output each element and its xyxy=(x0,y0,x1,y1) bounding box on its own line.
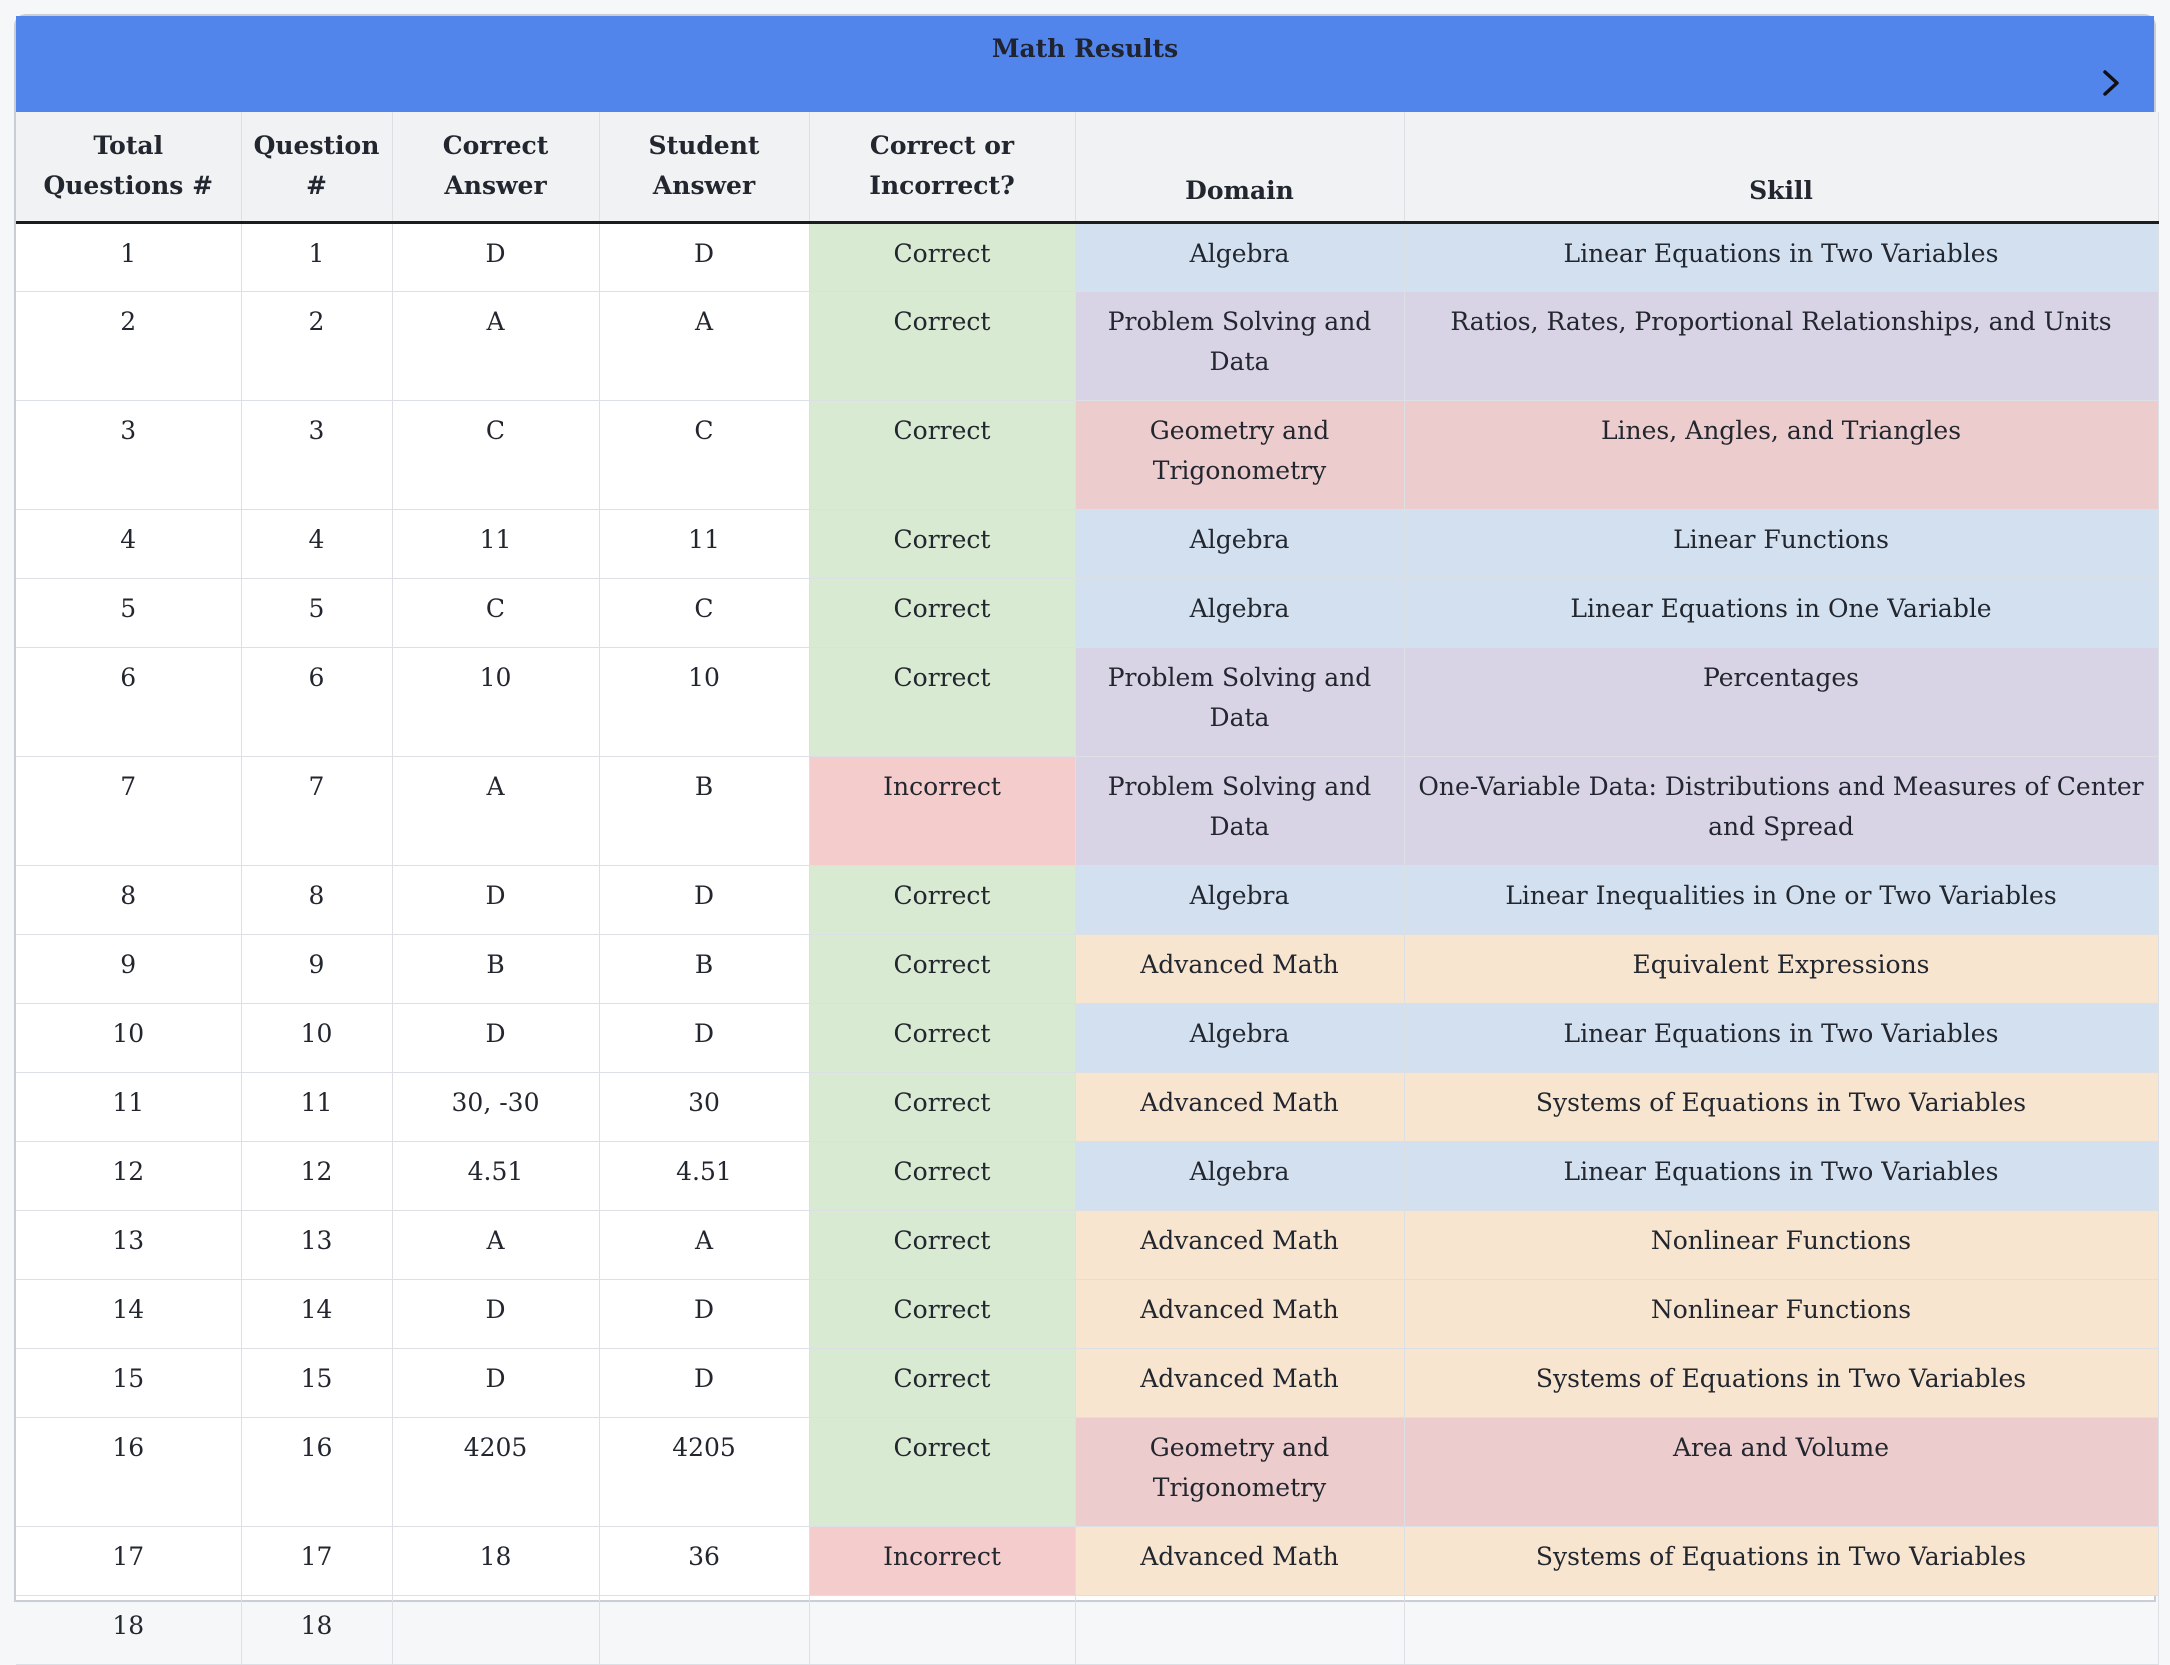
cell-total-questions: 3 xyxy=(16,400,241,509)
cell-skill: Area and Volume xyxy=(1404,1417,2158,1526)
cell-result: Correct xyxy=(809,1003,1075,1072)
cell-result: Correct xyxy=(809,291,1075,400)
cell-skill: Systems of Equations in Two Variables xyxy=(1404,1526,2158,1595)
cell-total-questions: 10 xyxy=(16,1003,241,1072)
cell-skill: Linear Equations in Two Variables xyxy=(1404,1003,2158,1072)
cell-domain: Algebra xyxy=(1075,509,1404,578)
cell-skill: Nonlinear Functions xyxy=(1404,1279,2158,1348)
results-panel xyxy=(14,14,2156,1640)
cell-domain: Advanced Math xyxy=(1075,1526,1404,1595)
cell-total-questions: 12 xyxy=(16,1141,241,1210)
cell-domain: Problem Solving and Data xyxy=(1075,756,1404,865)
cell-result: Correct xyxy=(809,400,1075,509)
cell-result: Correct xyxy=(809,647,1075,756)
cell-skill: One-Variable Data: Distributions and Measures of Center and Spread xyxy=(1404,756,2158,865)
cell-student-answer: 10 xyxy=(599,647,809,756)
cell-result: Correct xyxy=(809,934,1075,1003)
next-button[interactable] xyxy=(2094,66,2128,100)
column-header-result[interactable]: Correct or Incorrect? xyxy=(809,112,1075,222)
cell-result: Correct xyxy=(809,1348,1075,1417)
table-body xyxy=(16,222,2158,1664)
cell-student-answer: B xyxy=(599,756,809,865)
cell-student-answer: B xyxy=(599,934,809,1003)
table-row[interactable] xyxy=(16,1141,2158,1210)
cell-result: Correct xyxy=(809,1141,1075,1210)
cell-correct-answer: C xyxy=(392,578,599,647)
table-row[interactable] xyxy=(16,222,2158,291)
cell-correct-answer: A xyxy=(392,1210,599,1279)
cell-question-number: 16 xyxy=(241,1417,392,1526)
cell-skill: Percentages xyxy=(1404,647,2158,756)
cell-domain: Algebra xyxy=(1075,865,1404,934)
cell-domain xyxy=(1075,1595,1404,1664)
cell-student-answer: 4.51 xyxy=(599,1141,809,1210)
panel-title: Math Results xyxy=(991,34,1179,63)
cell-question-number: 12 xyxy=(241,1141,392,1210)
cell-question-number: 5 xyxy=(241,578,392,647)
table-row[interactable] xyxy=(16,1072,2158,1141)
cell-question-number: 3 xyxy=(241,400,392,509)
cell-student-answer: C xyxy=(599,400,809,509)
cell-domain: Algebra xyxy=(1075,222,1404,291)
cell-correct-answer: D xyxy=(392,1279,599,1348)
cell-total-questions: 4 xyxy=(16,509,241,578)
cell-question-number: 9 xyxy=(241,934,392,1003)
chevron-right-icon xyxy=(2100,69,2122,97)
cell-total-questions: 16 xyxy=(16,1417,241,1526)
table-row[interactable] xyxy=(16,291,2158,400)
cell-total-questions: 15 xyxy=(16,1348,241,1417)
column-header-student-answer[interactable]: Student Answer xyxy=(599,112,809,222)
cell-correct-answer: A xyxy=(392,756,599,865)
cell-total-questions: 6 xyxy=(16,647,241,756)
cell-student-answer: 11 xyxy=(599,509,809,578)
cell-skill: Systems of Equations in Two Variables xyxy=(1404,1072,2158,1141)
cell-total-questions: 8 xyxy=(16,865,241,934)
cell-student-answer: D xyxy=(599,1279,809,1348)
table-row[interactable] xyxy=(16,578,2158,647)
column-header-skill[interactable]: Skill xyxy=(1404,112,2158,222)
cell-student-answer: A xyxy=(599,291,809,400)
cell-domain: Problem Solving and Data xyxy=(1075,291,1404,400)
cell-result: Correct xyxy=(809,1417,1075,1526)
cell-correct-answer: B xyxy=(392,934,599,1003)
cell-domain: Advanced Math xyxy=(1075,934,1404,1003)
cell-result: Correct xyxy=(809,865,1075,934)
cell-question-number: 8 xyxy=(241,865,392,934)
cell-correct-answer xyxy=(392,1595,599,1664)
cell-correct-answer: D xyxy=(392,1003,599,1072)
cell-student-answer: C xyxy=(599,578,809,647)
cell-result: Correct xyxy=(809,222,1075,291)
table-row[interactable] xyxy=(16,647,2158,756)
column-header-domain[interactable]: Domain xyxy=(1075,112,1404,222)
title-bar xyxy=(16,16,2154,112)
cell-student-answer: A xyxy=(599,1210,809,1279)
cell-domain: Advanced Math xyxy=(1075,1072,1404,1141)
cell-result: Correct xyxy=(809,1279,1075,1348)
cell-student-answer: D xyxy=(599,222,809,291)
cell-domain: Advanced Math xyxy=(1075,1210,1404,1279)
cell-total-questions: 7 xyxy=(16,756,241,865)
cell-result xyxy=(809,1595,1075,1664)
cell-correct-answer: 11 xyxy=(392,509,599,578)
cell-question-number: 13 xyxy=(241,1210,392,1279)
cell-skill: Linear Equations in Two Variables xyxy=(1404,1141,2158,1210)
cell-skill: Ratios, Rates, Proportional Relationships, and Units xyxy=(1404,291,2158,400)
results-table xyxy=(16,112,2159,1665)
table-row[interactable] xyxy=(16,1595,2158,1664)
cell-question-number: 6 xyxy=(241,647,392,756)
cell-question-number: 2 xyxy=(241,291,392,400)
cell-result: Incorrect xyxy=(809,756,1075,865)
cell-student-answer: 30 xyxy=(599,1072,809,1141)
cell-domain: Advanced Math xyxy=(1075,1279,1404,1348)
cell-skill: Lines, Angles, and Triangles xyxy=(1404,400,2158,509)
cell-total-questions: 1 xyxy=(16,222,241,291)
table-row[interactable] xyxy=(16,934,2158,1003)
cell-skill xyxy=(1404,1595,2158,1664)
table-row[interactable] xyxy=(16,1417,2158,1526)
cell-student-answer: D xyxy=(599,1348,809,1417)
cell-student-answer: 4205 xyxy=(599,1417,809,1526)
table-row[interactable] xyxy=(16,509,2158,578)
cell-domain: Algebra xyxy=(1075,1003,1404,1072)
cell-correct-answer: 4205 xyxy=(392,1417,599,1526)
cell-total-questions: 13 xyxy=(16,1210,241,1279)
cell-result: Correct xyxy=(809,578,1075,647)
cell-student-answer: D xyxy=(599,1003,809,1072)
column-header-question-number[interactable]: Question # xyxy=(241,112,392,222)
cell-correct-answer: 18 xyxy=(392,1526,599,1595)
cell-skill: Systems of Equations in Two Variables xyxy=(1404,1348,2158,1417)
cell-correct-answer: 4.51 xyxy=(392,1141,599,1210)
cell-domain: Problem Solving and Data xyxy=(1075,647,1404,756)
cell-skill: Linear Inequalities in One or Two Variables xyxy=(1404,865,2158,934)
cell-correct-answer: A xyxy=(392,291,599,400)
cell-total-questions: 9 xyxy=(16,934,241,1003)
cell-total-questions: 2 xyxy=(16,291,241,400)
cell-correct-answer: C xyxy=(392,400,599,509)
table-row[interactable] xyxy=(16,1210,2158,1279)
cell-result: Correct xyxy=(809,509,1075,578)
table-row[interactable] xyxy=(16,1279,2158,1348)
cell-total-questions: 14 xyxy=(16,1279,241,1348)
cell-skill: Linear Functions xyxy=(1404,509,2158,578)
table-row[interactable] xyxy=(16,1526,2158,1595)
cell-correct-answer: D xyxy=(392,1348,599,1417)
cell-question-number: 11 xyxy=(241,1072,392,1141)
cell-question-number: 15 xyxy=(241,1348,392,1417)
cell-total-questions: 17 xyxy=(16,1526,241,1595)
cell-skill: Equivalent Expressions xyxy=(1404,934,2158,1003)
table-row[interactable] xyxy=(16,756,2158,865)
cell-domain: Algebra xyxy=(1075,1141,1404,1210)
cell-correct-answer: 30, -30 xyxy=(392,1072,599,1141)
cell-result: Correct xyxy=(809,1210,1075,1279)
cell-correct-answer: 10 xyxy=(392,647,599,756)
cell-total-questions: 18 xyxy=(16,1595,241,1664)
cell-question-number: 10 xyxy=(241,1003,392,1072)
cell-domain: Algebra xyxy=(1075,578,1404,647)
cell-skill: Nonlinear Functions xyxy=(1404,1210,2158,1279)
cell-student-answer: 36 xyxy=(599,1526,809,1595)
cell-skill: Linear Equations in One Variable xyxy=(1404,578,2158,647)
table-row[interactable] xyxy=(16,865,2158,934)
cell-total-questions: 5 xyxy=(16,578,241,647)
cell-question-number: 17 xyxy=(241,1526,392,1595)
cell-question-number: 1 xyxy=(241,222,392,291)
cell-question-number: 4 xyxy=(241,509,392,578)
table-row[interactable] xyxy=(16,400,2158,509)
cell-result: Incorrect xyxy=(809,1526,1075,1595)
cell-student-answer xyxy=(599,1595,809,1664)
table-row[interactable] xyxy=(16,1348,2158,1417)
cell-domain: Advanced Math xyxy=(1075,1348,1404,1417)
cell-question-number: 7 xyxy=(241,756,392,865)
cell-skill: Linear Equations in Two Variables xyxy=(1404,222,2158,291)
cell-domain: Geometry and Trigonometry xyxy=(1075,1417,1404,1526)
cell-student-answer: D xyxy=(599,865,809,934)
table-header xyxy=(16,112,2158,222)
cell-result: Correct xyxy=(809,1072,1075,1141)
table-row[interactable] xyxy=(16,1003,2158,1072)
cell-correct-answer: D xyxy=(392,222,599,291)
cell-domain: Geometry and Trigonometry xyxy=(1075,400,1404,509)
cell-question-number: 14 xyxy=(241,1279,392,1348)
cell-correct-answer: D xyxy=(392,865,599,934)
cell-question-number: 18 xyxy=(241,1595,392,1664)
column-header-correct-answer[interactable]: Correct Answer xyxy=(392,112,599,222)
cell-total-questions: 11 xyxy=(16,1072,241,1141)
column-header-total-questions[interactable]: Total Questions # xyxy=(16,112,241,222)
